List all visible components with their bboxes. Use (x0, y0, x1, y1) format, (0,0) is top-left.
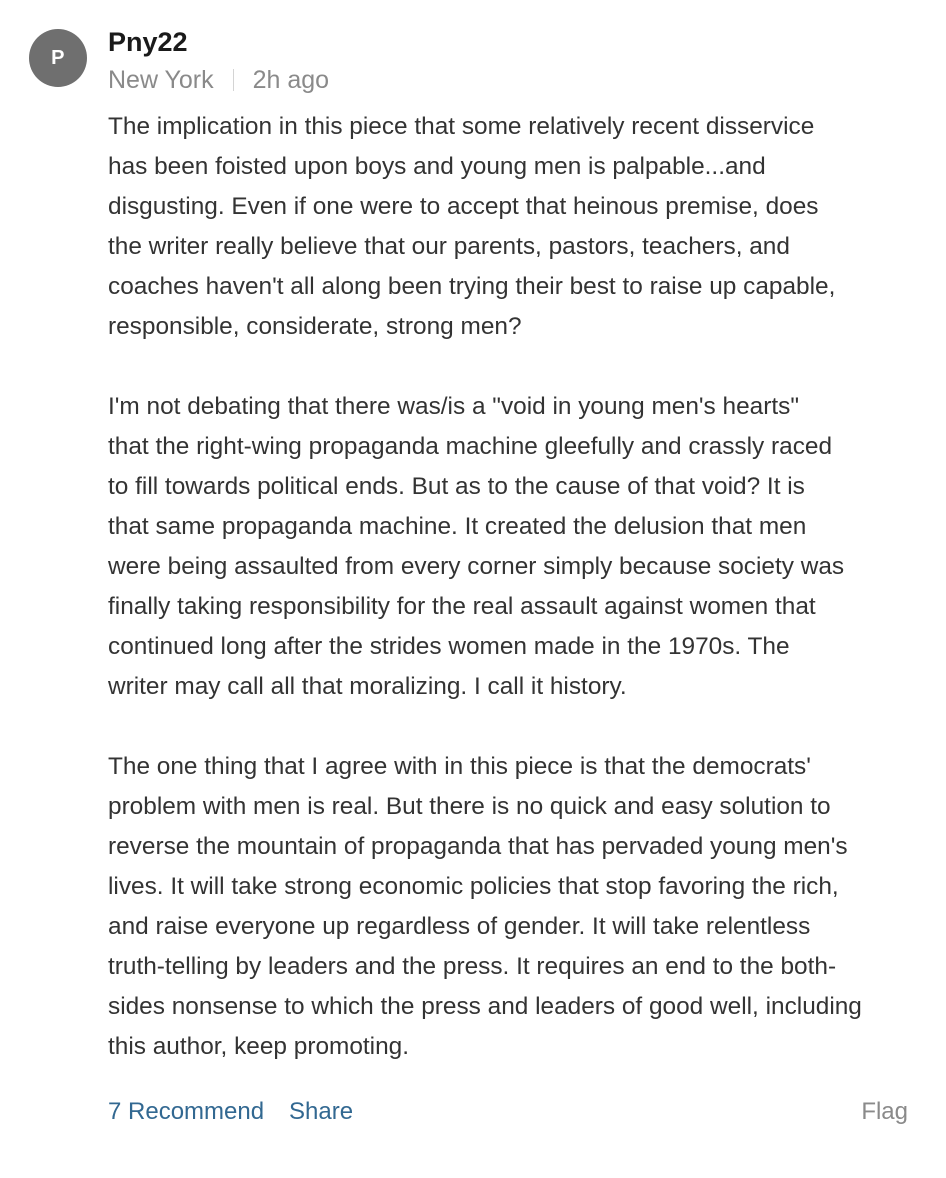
comment-paragraph (108, 107, 944, 347)
comment-body (108, 107, 944, 1067)
comment-line: to fill towards political ends. But as to the cause of that void? It is (108, 473, 805, 500)
comment-line: The implication in this piece that some relatively recent disservice (108, 113, 815, 140)
avatar-initial: P (51, 46, 65, 69)
comment-line: continued long after the strides women made in the 1970s. The (108, 633, 790, 660)
comment-line: problem with men is real. But there is no quick and easy solution to (108, 793, 831, 820)
comment-line: the writer really believe that our parents, pastors, teachers, and (108, 233, 790, 260)
comment-line: were being assaulted from every corner simply because society was (108, 553, 845, 580)
comment-line: The one thing that I agree with in this piece is that the democrats' (108, 753, 811, 780)
comment-line: sides nonsense to which the press and leaders of good well, including (108, 993, 862, 1020)
comment-line: writer may call all that moralizing. I call it history. (108, 673, 627, 700)
comment-line: responsible, considerate, strong men? (108, 313, 522, 340)
comment-line: I'm not debating that there was/is a "void in young men's hearts" (108, 393, 799, 420)
comment-line: and raise everyone up regardless of gender. It will take relentless (108, 913, 811, 940)
comment-line: that same propaganda machine. It created the delusion that men (108, 513, 807, 540)
comment-line: lives. It will take strong economic policies that stop favoring the rich, (108, 873, 839, 900)
comment-line: that the right-wing propaganda machine gleefully and crassly raced (108, 433, 833, 460)
comment-line: coaches haven't all along been trying their best to raise up capable, (108, 273, 836, 300)
comment-line: finally taking responsibility for the real assault against women that (108, 593, 816, 620)
comment-line: this author, keep promoting. (108, 1033, 409, 1060)
share-button[interactable]: Share (289, 1098, 354, 1125)
recommend-button[interactable]: 7 Recommend (108, 1098, 265, 1125)
paragraph-spacer (108, 347, 944, 387)
comment-location: New York (108, 65, 214, 94)
comment-line: reverse the mountain of propaganda that has pervaded young men's (108, 833, 848, 860)
avatar[interactable] (29, 29, 87, 87)
meta-divider (233, 69, 234, 91)
comment-actions (108, 1094, 908, 1134)
comment-timestamp: 2h ago (252, 65, 330, 94)
comment-meta (108, 62, 329, 98)
comment-line: truth-telling by leaders and the press. It requires an end to the both- (108, 953, 837, 980)
comment-line: disgusting. Even if one were to accept that heinous premise, does (108, 193, 819, 220)
comment-paragraph (108, 747, 944, 1067)
comment-line: has been foisted upon boys and young men is palpable...and (108, 153, 766, 180)
comment-author[interactable]: Pny22 (108, 27, 188, 57)
flag-button[interactable]: Flag (861, 1098, 908, 1125)
paragraph-spacer (108, 707, 944, 747)
comment-paragraph (108, 387, 944, 707)
